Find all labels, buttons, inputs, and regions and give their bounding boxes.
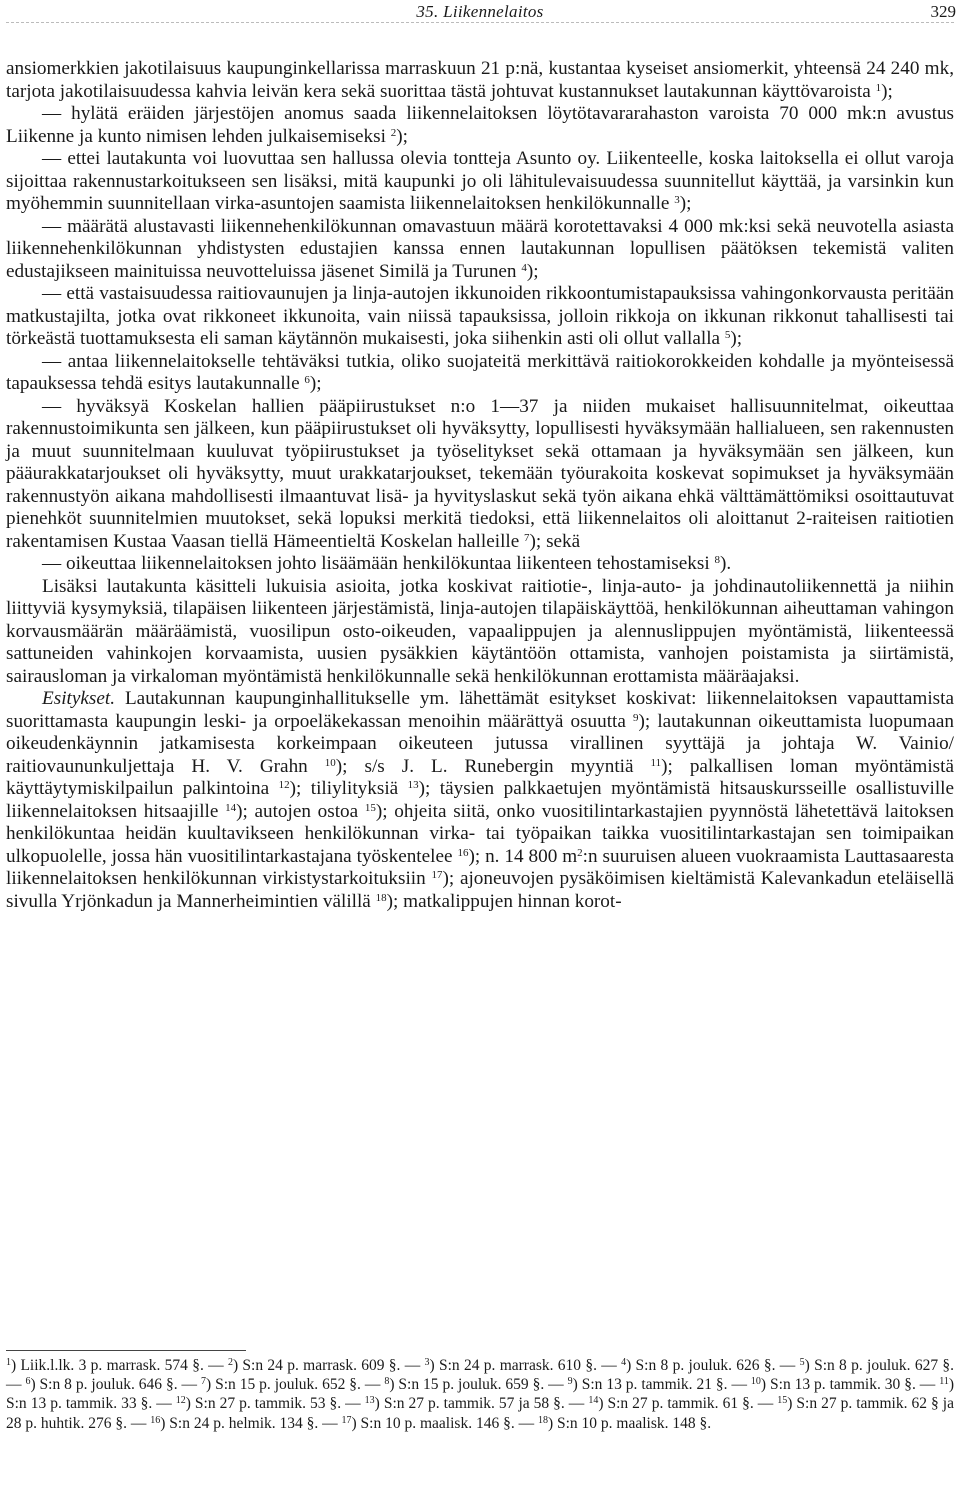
text-run: ) S:n 8 p. jouluk. 627 §. — [6,1357,955,1394]
paragraph-p5 [6,283,954,351]
footnote-ref: 7 [201,1376,206,1388]
paragraph-p6 [6,351,954,396]
footnote-ref: 6 [25,1376,31,1388]
text-run: ); n. 14 800 m [468,845,578,867]
text-run: — hyväksyä Koskelan hallien pääpiirustukset n:o 1—37 ja niiden mukaiset hallisuunnitelmat, oikeuttaa rakennustoimikunta sen jälkeen, kun pääpiirustukset oli hyväksytty, lopullisesti hyväksymään hallialueen, sen rakennusten ja muut suunnitelmaan kuuluvat työpiirustukset ja työselitykset sekä ottamaan ja hyväksymään sen jälkeen, kun pääurakkatarjoukset oli hyväksytty, muut urakkatarjoukset, tekemään työurakoita koskevat sopimukset ja hyväksymään rakennustyön aikana mahdollisesti ilmaantuvat lisä- ja hyvityslaskut sekä työn aikana ehkä välttämättömiksi osoittautuvat pienehköt suunnitelmien muutokset, sekä lopuksi merkitä tiedoksi, että liikennelaitos oli aloittanut 2-raiteisen raitiotien rakentamisen Kustaa Vaasan tiellä Hämeentieltä Koskelan halleille [6,395,954,552]
footnote-ref: 2 [577,846,583,859]
footnote-ref: 3 [424,1357,430,1368]
text-run: — oikeuttaa liikennelaitoksen johto lisäämään henkilökuntaa liikenteen tehostamiseksi [42,553,715,574]
footnote-ref: 4 [621,1357,627,1368]
footnotes [6,1356,954,1433]
text-run: — hylätä eräiden järjestöjen anomus saada liikennelaitoksen löytötavararahaston varoista 70 000 mk:n avustus Liikenne ja kunto nimisen lehden julkaisemiseksi [6,103,954,147]
footnote-ref: 9 [567,1376,573,1388]
text-run: ); ohjeita siitä, onko vuositilintarkastajien pyynnöstä lähetettävä laitoksen henkilökuntaa heidän kuultavikseen henkilökunnan virka- tai työpaikan taikka vuositilintarkastajan sen toimipaikan ulkopuolelle, jossa hän vuositilintarkastajana työskentelee [6,800,954,867]
footnote-ref: 12 [278,779,290,791]
text-run: ) S:n 24 p. marrask. 610 §. — [429,1357,622,1374]
text-run: ) S:n 8 p. jouluk. 646 §. — [30,1376,201,1394]
text-run: ); [679,193,692,214]
footnote-ref: 15 [364,801,376,814]
text-run: ansiomerkkien jakotilaisuus kaupunginkellarissa marraskuun 21 p:nä, kustantaa kyseiset ansiomerkit, yhteensä 24 240 mk, tarjota jakotilaisuudessa kahvia leivän kera sekä suorittaa tästä johtuvat kustannukset lautakunnan käyttövaroista [6,58,954,102]
paragraph-p8 [6,553,954,576]
text-run: ); s/s J. L. Runebergin myyntiä [335,755,651,777]
footnote-ref: 15 [777,1395,788,1407]
footnote-ref: 14 [225,801,237,814]
section-title: 35. Liikennelaitos [416,2,544,21]
text-run: ) S:n 13 p. tammik. 21 §. — [572,1376,751,1394]
text-run: ) S:n 27 p. tammik. 62 § ja 28 p. huhtik. 276 §. — [6,1395,954,1432]
footnote-ref: 4 [521,261,527,274]
text-run: ) S:n 10 p. maalisk. 146 §. — [351,1414,538,1432]
text-run: ); autojen ostoa [236,800,365,822]
text-run: ) S:n 24 p. marrask. 609 §. — [232,1357,425,1374]
footnote-ref: 3 [674,194,680,206]
text-run: ) S:n 8 p. jouluk. 626 §. — [626,1357,800,1374]
text-run: ); matkalippujen hinnan korot- [386,890,622,912]
footnote-ref: 18 [375,891,387,904]
text-run: ) S:n 15 p. jouluk. 659 §. — [389,1376,568,1394]
footnote-ref: 16 [150,1414,161,1426]
text-run: ); tiliylityksiä [289,778,408,799]
paragraph-p4 [6,216,954,284]
text-run: ) S:n 13 p. tammik. 33 §. — [6,1376,955,1413]
text-run: Lisäksi lautakunta käsitteli lukuisia asioita, jotka koskivat raitiotie-, linja-auto- ja johdinautoliikennettä ja niihin liittyviä kysymyksiä, tilapäisen liikenteen järjestämistä, linja-autojen tilapäiskäyttöä, henkilökunnan aiheuttaman vahingon korvausmäärän määräämistä, vuosilipun osto-oikeuden, vapaalippujen ja alennuslippujen myöntämistä, liikenteessä sattuneiden vahinkojen korvaamista, uusien pysäkkien käytäntöön ottamista, vanhojen poistamista ja siirtämistä, sairausloman ja virkaloman myöntämistä henkilökunnalle sekä henkilökunnan erottamista määräajaksi. [6,575,954,687]
footnote-rule [6,1350,246,1351]
text-run: ); [396,125,408,147]
paragraph-p2 [6,103,954,148]
text-run: — antaa liikennelaitokselle tehtäväksi tutkia, oliko suojateitä merkittävä raitiokorokkeiden kohdalle ja myönteisessä tapauksessa tehdä esitys lautakunnalle [6,350,954,394]
text-run: ) S:n 27 p. tammik. 53 §. — [185,1395,365,1413]
footnote-ref: 16 [457,846,469,859]
footnote-ref: 10 [750,1376,761,1388]
text-run: ); sekä [529,530,581,552]
footnote-ref: 11 [650,756,662,769]
text-run: ); [526,260,539,282]
text-run: ); [309,373,322,394]
footnote-ref: 13 [407,779,419,791]
text-run: ). [719,553,732,574]
footnote-block [6,1356,954,1433]
footnote-ref: 11 [939,1376,949,1388]
paragraph-p3 [6,148,954,216]
footnote-ref: 8 [714,554,720,566]
text-run: ) S:n 27 p. tammik. 57 ja 58 §. — [374,1395,589,1413]
text-run: ) S:n 27 p. tammik. 61 §. — [598,1395,778,1413]
text-run: — että vastaisuudessa raitiovaunujen ja linja-autojen ikkunoiden rikkoontumistapauksissa vahingonkorvausta peritään matkustajilta, jotka ovat rikkoneet ikkunoita, vain niissä tapauksissa, jolloin rikkoja on ikkunan rikkonut tahallisesti tai törkeästä tuottamuksesta eli saman käytännön mukaisesti, joka siihenkin asti oli ollut vallalla [6,283,954,349]
footnote-ref: 8 [384,1376,390,1388]
footnote-ref: 9 [633,711,639,724]
page-number: 329 [930,2,956,21]
footnote-ref: 13 [364,1395,375,1407]
text-run: ) Liik.l.lk. 3 p. marrask. 574 §. — [11,1357,228,1374]
text-run: ); lautakunnan oikeuttamista luopumaan oikeudenkäynnin jatkamisesta korkeimpaan oikeuteen jutussa virallinen syyttäjä ja johtaja W. Vainio/ raitiovaununkuljettaja H. V. Grahn [6,710,954,777]
text-run: ) S:n 24 p. helmik. 134 §. — [160,1414,342,1432]
text-run: ); ajoneuvojen pysäköimisen kieltämistä Kalevankadun eteläisellä sivulla Yrjönkadun ja Mannerheimintien välillä [6,868,954,912]
text-run: ) S:n 13 p. tammik. 30 §. — [760,1376,940,1394]
text-run: — määrätä alustavasti liikennehenkilökunnan omavastuun määrä korotettavaksi 4 000 mk:ksi sekä neuvotella asiasta liikennehenkilökunnan yhdistysten edustajien kanssa ennen lautakunnan lopullisen päätöksen tekemistä valiten edustajikseen mainituissa neuvotteluissa jäsenet Similä ja Turunen [6,215,954,282]
footnote-ref: 1 [6,1357,11,1368]
footnote-ref: 12 [175,1395,186,1407]
paragraph-p7 [6,396,954,554]
text-run: ); palkallisen loman myöntämistä käyttäytymiskilpailun palkintoina [6,755,954,799]
text-run: — ettei lautakunta voi luovuttaa sen hallussa olevia tontteja Asunto oy. Liikenteelle, koska laitoksella ei ollut varoja sijoittaa rakennustarkoitukseen sen lisäksi, mitä kaupunki jo oli lähitulevaisuudessa suunnitellut käyttää, ja varsinkin kun myöhemmin suunnitellaan virka-asuntojen saamista liikennelaitoksen henkilökunnalle [6,148,954,214]
text-run: ) S:n 15 p. jouluk. 652 §. — [206,1376,385,1394]
footnote-ref: 2 [227,1357,233,1368]
running-header [0,0,960,26]
paragraph-p9 [6,576,954,689]
text-run: ); [881,80,893,102]
footnote-ref: 10 [324,756,336,769]
footnote-ref: 7 [524,531,530,544]
paragraph-p10 [6,688,954,913]
text-run: ); täysien palkkaetujen myöntämistä hitsauskursseille osallistuville liikennelaitoksen hitsaajille [6,778,955,822]
body-text [6,58,954,913]
paragraph-p1 [6,58,954,103]
footnote-ref: 2 [390,126,397,139]
footnote-ref: 5 [799,1357,805,1368]
header-rule [6,22,954,23]
text-run: ); [730,328,743,349]
run-in-heading: Esitykset. [42,688,115,709]
footnote-ref: 6 [304,374,310,386]
footnote-ref: 14 [588,1395,599,1407]
footnote-ref: 18 [537,1414,548,1426]
text-run: :n suuruisen alueen vuokraamista Lauttasaaresta liikennelaitoksen henkilökunnan virkistystarkoituksiin [6,845,954,889]
text-run: ) S:n 10 p. maalisk. 148 §. [547,1414,712,1432]
footnote-ref: 5 [724,329,731,341]
text-run: Lautakunnan kaupunginhallitukselle ym. lähettämät esitykset koskivat: liikennelaitoksen vapauttamista suorittamasta kaupungin leski- ja orpoeläkekassan menoihin määrättyä osuutta [6,688,954,732]
footnote-ref: 17 [341,1414,352,1426]
footnote-ref: 1 [875,81,882,94]
footnote-ref: 17 [431,869,443,881]
